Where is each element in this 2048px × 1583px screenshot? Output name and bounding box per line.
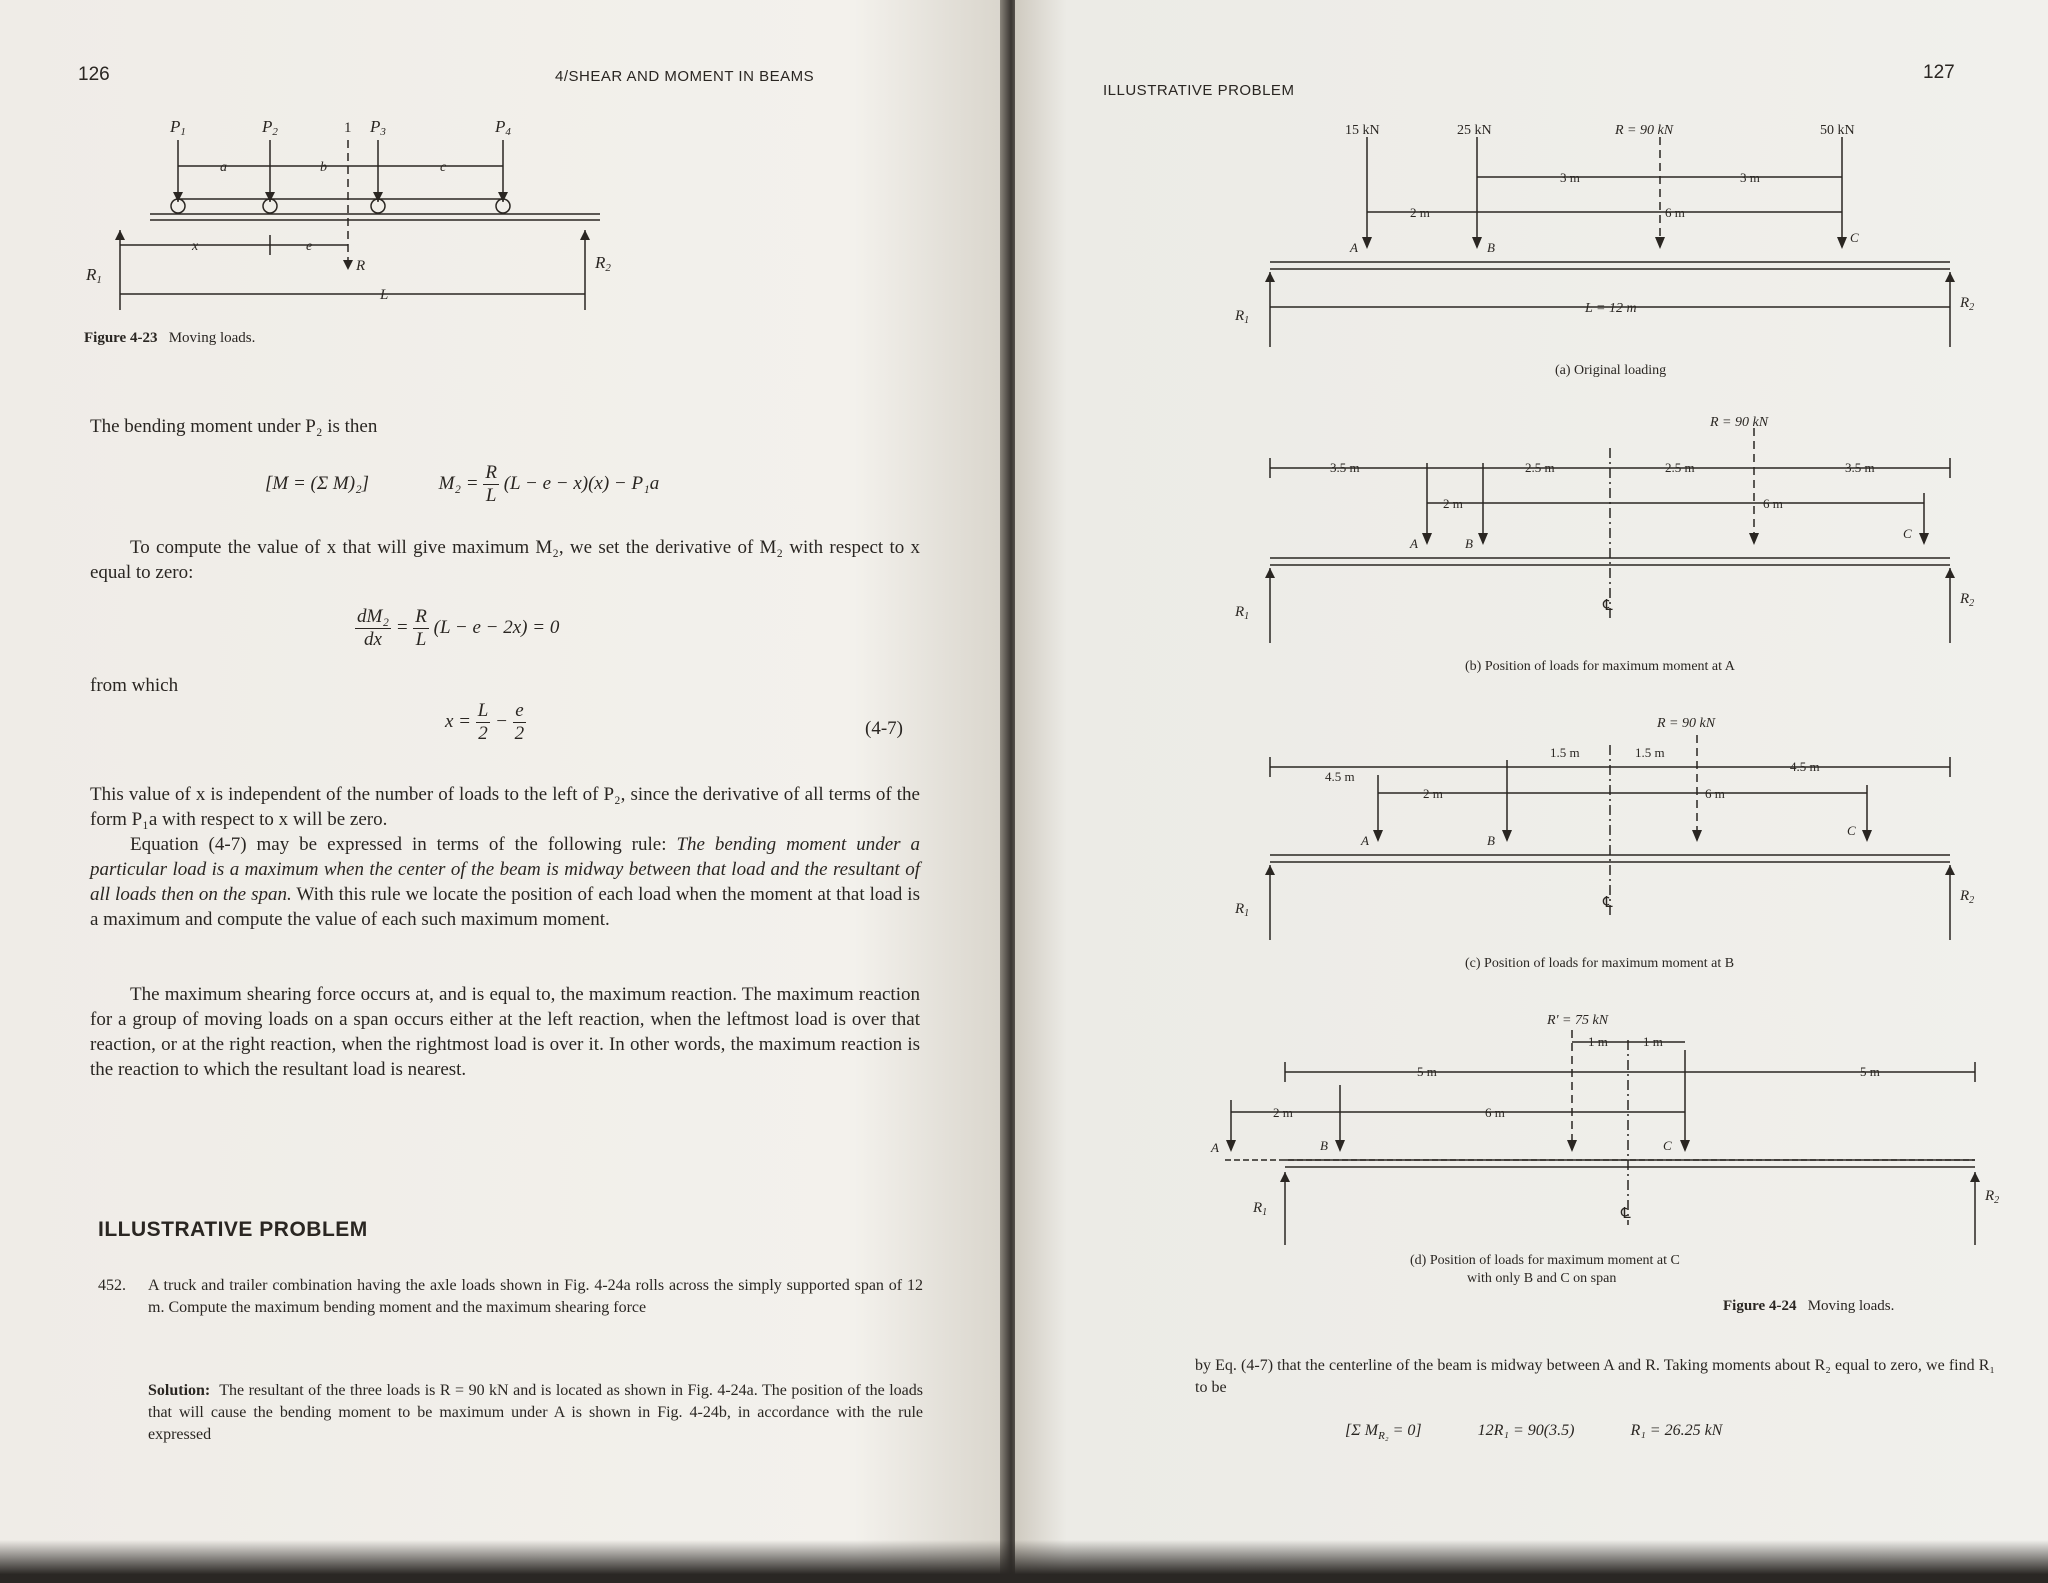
- eq2-equals: =: [395, 616, 409, 638]
- arrow-b: [1502, 830, 1512, 842]
- label-6m: 6 m: [1705, 786, 1725, 801]
- bottom-shadow: [0, 1540, 2048, 1583]
- eq-r1-result: R₁ = 26.25 kN: [1630, 1422, 1723, 1439]
- left-page: [0, 0, 1005, 1583]
- label-b: B: [1465, 536, 1473, 551]
- label-c: C: [1850, 230, 1859, 245]
- label-l: L: [380, 287, 389, 303]
- label-45m-right: 4.5 m: [1790, 759, 1820, 774]
- label-c: C: [1663, 1138, 1672, 1153]
- arrow-r: [1749, 533, 1759, 545]
- arrow-r2: [1970, 1172, 1980, 1182]
- label-5m-left: 5 m: [1417, 1064, 1437, 1079]
- label-1m-right: 1 m: [1643, 1034, 1663, 1049]
- equation-3: [445, 700, 526, 745]
- caption-d-line2: with only B and C on span: [1467, 1271, 1617, 1286]
- label-b: B: [1487, 240, 1495, 255]
- label-p3: P3: [370, 117, 386, 138]
- eq1-fraction: $\frac{R}{L}$: [485, 462, 497, 506]
- caption-d-line1: (d) Position of loads for maximum moment at C: [1410, 1253, 1680, 1268]
- arrow-r1: [1280, 1172, 1290, 1182]
- label-25m-left: 2.5 m: [1525, 460, 1555, 475]
- figure-4-24-caption-label: Figure 4-24: [1723, 1298, 1797, 1314]
- eq-moment-sum: [Σ $M_{R_2} = 0$]: [1345, 1422, 1422, 1443]
- para-4-start: Equation (4-7) may be expressed in terms of the following rule:: [130, 834, 677, 855]
- figure-4-24d: [1195, 1000, 2015, 1295]
- left-para-3: This value of x is independent of the number of loads to the left of P₂, since the derivative of all terms of the form P₁a with respect to x will be zero.: [90, 784, 920, 830]
- label-x: x: [192, 239, 199, 254]
- label-a: a: [220, 160, 227, 175]
- caption-c: (c) Position of loads for maximum moment at B: [1465, 956, 1735, 971]
- label-r1: $R_1$: [1235, 901, 1250, 919]
- arrow-r1: [115, 230, 125, 240]
- figure-4-24-caption: [1723, 1298, 1894, 1315]
- eq2-fraction: $\frac{R}{L}$: [415, 606, 427, 650]
- figure-4-23: [80, 110, 640, 325]
- right-page-number: 127: [1923, 62, 1955, 83]
- label-3m-right: 3 m: [1740, 170, 1760, 185]
- label-15m-right: 1.5 m: [1635, 745, 1665, 760]
- eq2-rhs: (L − e − 2x) = 0: [433, 616, 560, 638]
- eq3-lhs: x =: [445, 710, 472, 732]
- label-c: C: [1903, 526, 1912, 541]
- eq1-lhs: M₂ =: [438, 472, 479, 494]
- label-50kn: 50 kN: [1820, 123, 1855, 138]
- arrow-c: [1919, 533, 1929, 545]
- label-3m-left: 3 m: [1560, 170, 1580, 185]
- label-r2: $R_2$: [1960, 295, 1975, 313]
- label-a: A: [1361, 833, 1369, 848]
- arrow-r1: [1265, 568, 1275, 578]
- problem-number: 452.: [98, 1277, 126, 1294]
- label-r1: R1: [86, 265, 102, 286]
- label-a: A: [1211, 1140, 1219, 1155]
- label-p4: P4: [495, 117, 511, 138]
- arrow-a: [1373, 830, 1383, 842]
- label-15m-left: 1.5 m: [1550, 745, 1580, 760]
- label-6m: 6 m: [1485, 1105, 1505, 1120]
- label-p1: P1: [170, 117, 186, 138]
- solution-text: The resultant of the three loads is R = 90 kN and is located as shown in Fig. 4-24a. The position of the loads that will cause the bending moment to be maximum under A is shown in Fig. 4-24b, in accordance with the rule expressed: [148, 1382, 924, 1443]
- figure-4-23-caption-text: Moving loads.: [168, 330, 256, 346]
- label-2m: 2 m: [1273, 1105, 1293, 1120]
- label-6m: 6 m: [1763, 496, 1783, 511]
- label-c: C: [1847, 823, 1856, 838]
- label-resultant: R = 90 kN: [1615, 123, 1674, 138]
- left-para-1: The bending moment under P₂ is then: [90, 416, 378, 437]
- label-r1: $R_1$: [1235, 604, 1250, 622]
- label-centerline: ℄: [1603, 598, 1613, 614]
- label-35m-right: 3.5 m: [1845, 460, 1875, 475]
- arrow-a: [1226, 1140, 1236, 1152]
- eq3-frac-2: $\frac{e}{2}$: [514, 700, 525, 744]
- left-running-head: 4/SHEAR AND MOMENT IN BEAMS: [555, 68, 815, 85]
- left-para-2: To compute the value of x that will give maximum M₂, we set the derivative of M₂ with respect to x equal to zero:: [90, 537, 920, 583]
- label-span: L = 12 m: [1585, 301, 1637, 316]
- label-35m-left: 3.5 m: [1330, 460, 1360, 475]
- label-b: B: [1320, 1138, 1328, 1153]
- label-5m-right: 5 m: [1860, 1064, 1880, 1079]
- arrow-r: [1567, 1140, 1577, 1152]
- label-2m: 2 m: [1443, 496, 1463, 511]
- arrow-b: [1472, 237, 1482, 249]
- label-r1: $R_1$: [1253, 1200, 1268, 1218]
- solution-label: Solution:: [148, 1382, 211, 1399]
- arrow-c: [1680, 1140, 1690, 1152]
- arrow-r: [1655, 237, 1665, 249]
- label-p2: P2: [262, 117, 278, 138]
- caption-b: (b) Position of loads for maximum moment at A: [1465, 659, 1735, 674]
- label-b: b: [320, 160, 327, 175]
- right-para-1: by Eq. (4-7) that the centerline of the beam is midway between A and R. Taking moments about R₂ equal to zero, we find R₁ to be: [1195, 1357, 1995, 1396]
- label-c: c: [440, 160, 447, 175]
- label-b: B: [1487, 833, 1495, 848]
- equation-2: [355, 606, 755, 651]
- label-resultant: R = 90 kN: [1657, 716, 1716, 731]
- arrow-a: [1362, 237, 1372, 249]
- left-para-4: [90, 832, 920, 932]
- label-15kn: 15 kN: [1345, 123, 1380, 138]
- figure-4-23-caption: [84, 330, 255, 347]
- label-2m: 2 m: [1423, 786, 1443, 801]
- arrow-c: [1862, 830, 1872, 842]
- label-centerline: ℄: [1621, 1206, 1631, 1222]
- arrow-resultant: [343, 260, 353, 270]
- label-1m-left: 1 m: [1588, 1034, 1608, 1049]
- eq3-frac-1: $\frac{L}{2}$: [477, 700, 489, 744]
- right-equation: [1345, 1420, 2005, 1447]
- label-25m-right: 2.5 m: [1665, 460, 1695, 475]
- arrow-r2: [1945, 865, 1955, 875]
- arrow-r2: [580, 230, 590, 240]
- arrow-r1: [1265, 272, 1275, 282]
- left-para-5: The maximum shearing force occurs at, and is equal to, the maximum reaction. The maximum reaction for a group of moving loads on a span occurs either at the left reaction, when the leftmost load is over that reaction, or at the right reaction, when the rightmost load is over it. In other words, the maximum reaction is the reaction to which the resultant load is nearest.: [90, 984, 920, 1080]
- arrow-r: [1692, 830, 1702, 842]
- label-r1: $R_1$: [1235, 308, 1250, 326]
- caption-a: (a) Original loading: [1555, 363, 1667, 378]
- label-6m: 6 m: [1665, 205, 1685, 220]
- figure-4-24c: [1195, 705, 2015, 975]
- label-r2: $R_2$: [1985, 1188, 2000, 1206]
- para-4-end: With this rule we locate the position of each load when the moment at that load is a maximum and compute the value of each such maximum moment.: [90, 884, 920, 930]
- label-e: e: [306, 239, 313, 254]
- figure-4-24a: [1195, 112, 2015, 382]
- equation-1: [265, 462, 825, 507]
- from-which: from which: [90, 675, 179, 696]
- arrow-c: [1837, 237, 1847, 249]
- arrow-b: [1335, 1140, 1345, 1152]
- label-resultant-marker: 1: [344, 120, 352, 136]
- arrow-b: [1478, 533, 1488, 545]
- eq-moment-value: 12R₁ = 90(3.5): [1477, 1422, 1575, 1439]
- arrow-a: [1422, 533, 1432, 545]
- figure-4-23-caption-label: Figure 4-23: [84, 330, 158, 346]
- arrow-r2: [1945, 272, 1955, 282]
- left-page-number: 126: [78, 64, 110, 85]
- label-resultant: R = 90 kN: [1710, 415, 1769, 430]
- label-r2: R2: [595, 253, 611, 274]
- right-running-head: ILLUSTRATIVE PROBLEM: [1103, 82, 1295, 99]
- equation-3-number: (4-7): [865, 718, 903, 739]
- section-title: ILLUSTRATIVE PROBLEM: [98, 1218, 368, 1241]
- label-2m: 2 m: [1410, 205, 1430, 220]
- eq3-minus: −: [495, 710, 508, 732]
- label-resultant: R' = 75 kN: [1547, 1013, 1609, 1028]
- eq2-derivative: $\frac{\text{dM₂}}{dx}$: [357, 606, 389, 650]
- label-45m-left: 4.5 m: [1325, 769, 1355, 784]
- label-a: A: [1410, 536, 1418, 551]
- label-25kn: 25 kN: [1457, 123, 1492, 138]
- label-r: R: [356, 258, 366, 274]
- eq1-left: [M = (Σ M)₂]: [265, 472, 370, 494]
- label-a: A: [1350, 240, 1358, 255]
- right-page: [1015, 0, 2048, 1583]
- para-4-rule: The bending moment under a particular load is a maximum when the center of the beam is midway between that load and the resultant of all loads then on the span.: [90, 834, 920, 905]
- label-centerline: ℄: [1603, 895, 1613, 911]
- arrow-r2: [1945, 568, 1955, 578]
- solution: [148, 1380, 923, 1446]
- label-r2: $R_2$: [1960, 591, 1975, 609]
- figure-4-24b: [1195, 408, 2015, 678]
- figure-4-24-caption-text: Moving loads.: [1807, 1298, 1895, 1314]
- label-r2: $R_2$: [1960, 888, 1975, 906]
- eq1-rhs: (L − e − x)(x) − P₁a: [503, 472, 660, 494]
- problem-text: A truck and trailer combination having the axle loads shown in Fig. 4-24a rolls across the simply supported span of 12 m. Compute the maximum bending moment and the maximum shearing force: [148, 1277, 923, 1316]
- arrow-r1: [1265, 865, 1275, 875]
